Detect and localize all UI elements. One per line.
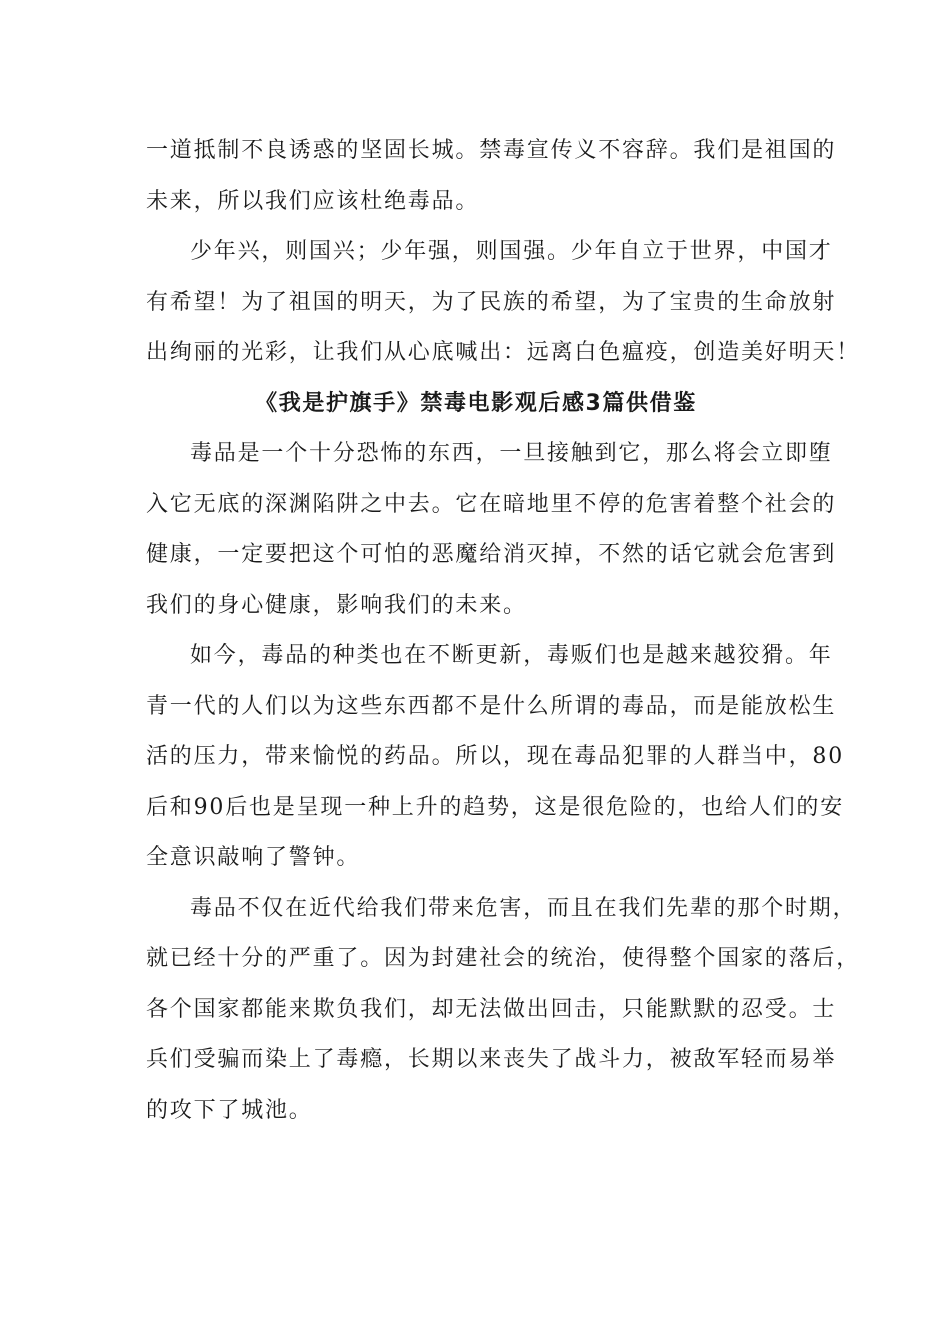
text-line: 出绚丽的光彩，让我们从心底喊出：远离白色瘟疫，创造美好明天！ — [146, 340, 861, 365]
text-line: 健康，一定要把这个可怕的恶魔给消灭掉，不然的话它就会危害到 — [146, 542, 837, 567]
text-line: 我们的身心健康，影响我们的未来。 — [146, 592, 527, 618]
section-title: 《我是护旗手》禁毒电影观后感3篇供借鉴 — [255, 390, 697, 416]
text-line: 毒品是一个十分恐怖的东西，一旦接触到它，那么将会立即堕 — [190, 441, 833, 466]
paragraph — [146, 429, 837, 631]
text-line: 兵们受骗而染上了毒瘾，长期以来丧失了战斗力，被敌军轻而易举 — [146, 1047, 837, 1072]
text-line: 活的压力，带来愉悦的药品。所以，现在毒品犯罪的人群当中，80 — [146, 744, 844, 769]
text-line: 后和90后也是呈现一种上升的趋势，这是很危险的，也给人们的安 — [146, 794, 844, 820]
text-line: 未来，所以我们应该杜绝毒品。 — [146, 188, 480, 214]
text-line: 少年兴，则国兴；少年强，则国强。少年自立于世界，中国才 — [190, 239, 833, 264]
text-line: 的攻下了城池。 — [146, 1097, 313, 1123]
text-line: 各个国家都能来欺负我们，却无法做出回击，只能默默的忍受。士 — [146, 996, 837, 1022]
paragraph-continued — [146, 126, 837, 227]
document-body — [146, 126, 861, 1136]
text-line: 就已经十分的严重了。因为封建社会的统治，使得整个国家的落后， — [146, 946, 861, 971]
text-line: 全意识敲响了警钟。 — [146, 845, 361, 870]
paragraph — [146, 884, 861, 1137]
text-line: 青一代的人们以为这些东西都不是什么所谓的毒品，而是能放松生 — [146, 693, 837, 719]
text-line: 如今，毒品的种类也在不断更新，毒贩们也是越来越狡猾。年 — [190, 643, 833, 668]
text-line: 入它无底的深渊陷阱之中去。它在暗地里不停的危害着整个社会的 — [146, 491, 837, 517]
paragraph — [146, 227, 861, 379]
text-line: 毒品不仅在近代给我们带来危害，而且在我们先辈的那个时期， — [190, 895, 857, 921]
text-line: 一道抵制不良诱惑的坚固长城。禁毒宣传义不容辞。我们是祖国的 — [146, 138, 837, 163]
paragraph — [146, 631, 844, 884]
text-line: 有希望！为了祖国的明天，为了民族的希望，为了宝贵的生命放射 — [146, 289, 837, 315]
